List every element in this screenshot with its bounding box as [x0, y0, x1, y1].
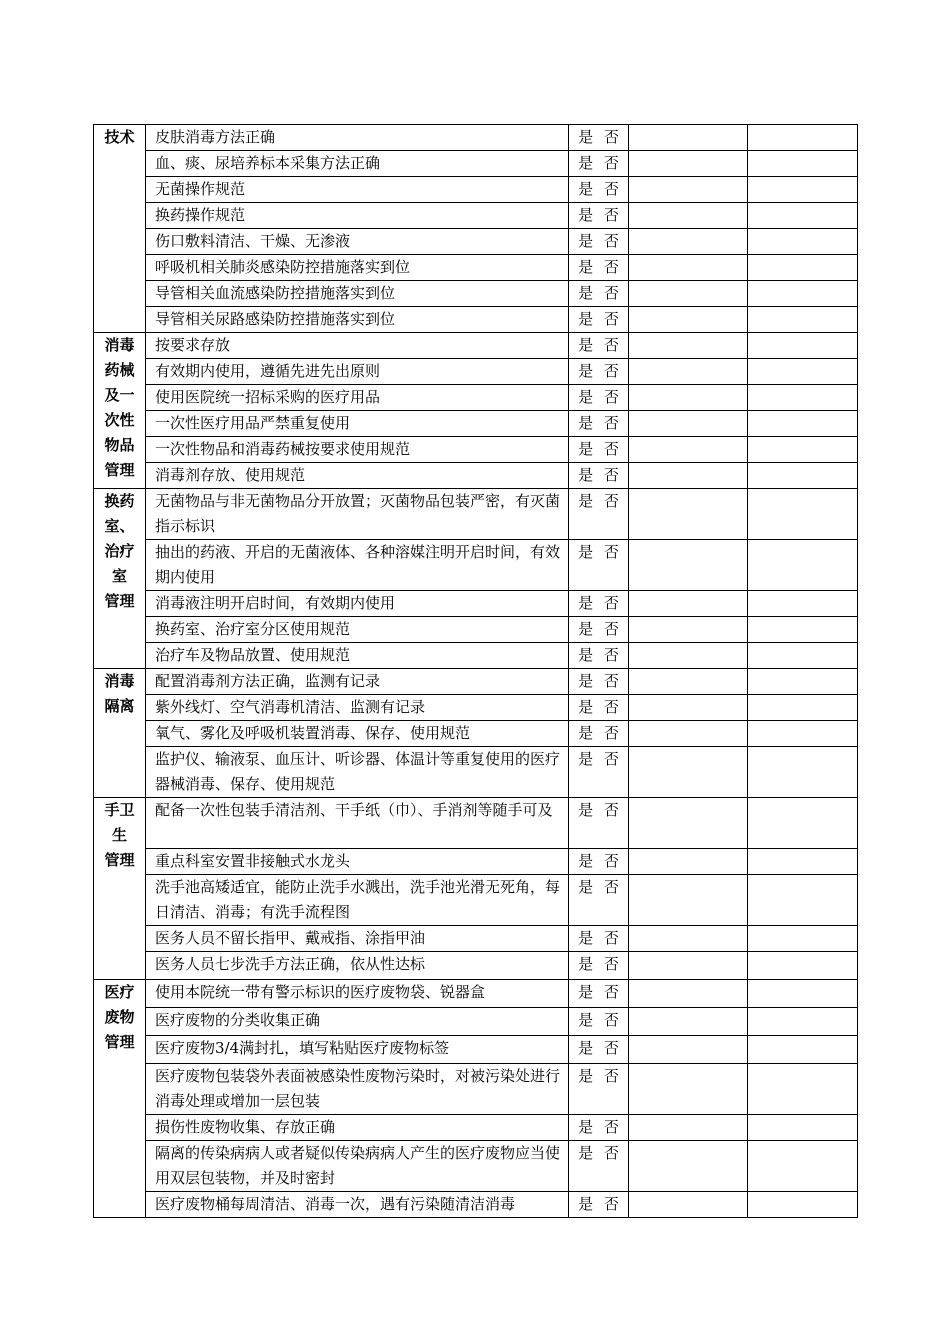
- yes-no-option: 是 否: [569, 980, 629, 1008]
- table-row: [94, 1064, 858, 1115]
- yes-no-option: 是 否: [569, 333, 629, 359]
- check-item-text: 配置消毒剂方法正确，监测有记录: [146, 669, 569, 695]
- blank-cell: [629, 151, 748, 177]
- blank-cell: [629, 591, 748, 617]
- yes-no-option: 是 否: [569, 695, 629, 721]
- blank-cell: [629, 695, 748, 721]
- table-row: [94, 669, 858, 695]
- yes-no-option: 是 否: [569, 1115, 629, 1141]
- yes-no-option: 是 否: [569, 411, 629, 437]
- yes-no-option: 是 否: [569, 359, 629, 385]
- blank-cell: [748, 229, 858, 255]
- check-item-text: 紫外线灯、空气消毒机清洁、监测有记录: [146, 695, 569, 721]
- blank-cell: [629, 669, 748, 695]
- blank-cell: [748, 177, 858, 203]
- table-row: [94, 1141, 858, 1192]
- yes-no-option: 是 否: [569, 125, 629, 151]
- blank-cell: [629, 229, 748, 255]
- check-item-text: 使用本院统一带有警示标识的医疗废物袋、锐器盒: [146, 980, 569, 1008]
- blank-cell: [748, 1115, 858, 1141]
- blank-cell: [629, 177, 748, 203]
- yes-no-option: 是 否: [569, 463, 629, 489]
- blank-cell: [629, 926, 748, 952]
- blank-cell: [629, 1008, 748, 1036]
- blank-cell: [748, 926, 858, 952]
- check-item-text: 医疗废物3/4满封扎，填写粘贴医疗废物标签: [146, 1036, 569, 1064]
- blank-cell: [748, 125, 858, 151]
- section-category-label: 技术: [94, 125, 146, 333]
- table-row: [94, 125, 858, 151]
- blank-cell: [748, 669, 858, 695]
- yes-no-option: 是 否: [569, 177, 629, 203]
- check-item-text: 换药室、治疗室分区使用规范: [146, 617, 569, 643]
- blank-cell: [748, 151, 858, 177]
- blank-cell: [748, 849, 858, 875]
- blank-cell: [748, 617, 858, 643]
- check-item-text: 导管相关血流感染防控措施落实到位: [146, 281, 569, 307]
- table-row: [94, 591, 858, 617]
- check-item-text: 氧气、雾化及呼吸机装置消毒、保存、使用规范: [146, 721, 569, 747]
- blank-cell: [629, 617, 748, 643]
- yes-no-option: 是 否: [569, 1141, 629, 1192]
- blank-cell: [629, 798, 748, 849]
- inspection-checklist-table: [93, 124, 858, 1218]
- blank-cell: [629, 1036, 748, 1064]
- yes-no-option: 是 否: [569, 617, 629, 643]
- yes-no-option: 是 否: [569, 747, 629, 798]
- table-row: [94, 333, 858, 359]
- blank-cell: [748, 747, 858, 798]
- check-item-text: 使用医院统一招标采购的医疗用品: [146, 385, 569, 411]
- blank-cell: [629, 125, 748, 151]
- table-row: [94, 411, 858, 437]
- blank-cell: [629, 203, 748, 229]
- blank-cell: [748, 643, 858, 669]
- table-row: [94, 1008, 858, 1036]
- table-row: [94, 952, 858, 980]
- table-row: [94, 1192, 858, 1218]
- table-row: [94, 307, 858, 333]
- table-row: [94, 721, 858, 747]
- check-item-text: 一次性物品和消毒药械按要求使用规范: [146, 437, 569, 463]
- blank-cell: [629, 1141, 748, 1192]
- yes-no-option: 是 否: [569, 849, 629, 875]
- blank-cell: [629, 721, 748, 747]
- yes-no-option: 是 否: [569, 875, 629, 926]
- blank-cell: [748, 489, 858, 540]
- blank-cell: [748, 333, 858, 359]
- table-row: [94, 437, 858, 463]
- blank-cell: [748, 359, 858, 385]
- check-item-text: 皮肤消毒方法正确: [146, 125, 569, 151]
- table-row: [94, 489, 858, 540]
- blank-cell: [748, 798, 858, 849]
- blank-cell: [748, 203, 858, 229]
- blank-cell: [629, 952, 748, 980]
- table-row: [94, 617, 858, 643]
- yes-no-option: 是 否: [569, 591, 629, 617]
- blank-cell: [748, 1192, 858, 1218]
- section-category-label: 换药 室、 治疗 室 管理: [94, 489, 146, 669]
- yes-no-option: 是 否: [569, 643, 629, 669]
- yes-no-option: 是 否: [569, 721, 629, 747]
- check-item-text: 无菌物品与非无菌物品分开放置；灭菌物品包装严密，有灭菌指示标识: [146, 489, 569, 540]
- blank-cell: [748, 255, 858, 281]
- blank-cell: [748, 1141, 858, 1192]
- blank-cell: [629, 1115, 748, 1141]
- check-item-text: 医疗废物的分类收集正确: [146, 1008, 569, 1036]
- blank-cell: [629, 489, 748, 540]
- table-row: [94, 229, 858, 255]
- check-item-text: 抽出的药液、开启的无菌液体、各种溶媒注明开启时间，有效期内使用: [146, 540, 569, 591]
- check-item-text: 洗手池高矮适宜，能防止洗手水溅出，洗手池光滑无死角，每日清洁、消毒；有洗手流程图: [146, 875, 569, 926]
- yes-no-option: 是 否: [569, 437, 629, 463]
- table-row: [94, 643, 858, 669]
- section-category-label: 医疗 废物 管理: [94, 980, 146, 1218]
- yes-no-option: 是 否: [569, 255, 629, 281]
- blank-cell: [748, 540, 858, 591]
- table-row: [94, 540, 858, 591]
- check-item-text: 损伤性废物收集、存放正确: [146, 1115, 569, 1141]
- blank-cell: [629, 333, 748, 359]
- blank-cell: [629, 1064, 748, 1115]
- table-row: [94, 359, 858, 385]
- yes-no-option: 是 否: [569, 540, 629, 591]
- check-item-text: 有效期内使用，遵循先进先出原则: [146, 359, 569, 385]
- yes-no-option: 是 否: [569, 229, 629, 255]
- section-category-label: 手卫 生 管理: [94, 798, 146, 980]
- check-item-text: 呼吸机相关肺炎感染防控措施落实到位: [146, 255, 569, 281]
- yes-no-option: 是 否: [569, 952, 629, 980]
- table-row: [94, 203, 858, 229]
- check-item-text: 隔离的传染病病人或者疑似传染病病人产生的医疗废物应当使用双层包装物，并及时密封: [146, 1141, 569, 1192]
- table-row: [94, 1115, 858, 1141]
- table-row: [94, 747, 858, 798]
- blank-cell: [629, 307, 748, 333]
- yes-no-option: 是 否: [569, 1192, 629, 1218]
- check-item-text: 导管相关尿路感染防控措施落实到位: [146, 307, 569, 333]
- blank-cell: [748, 695, 858, 721]
- blank-cell: [629, 875, 748, 926]
- check-item-text: 医务人员不留长指甲、戴戒指、涂指甲油: [146, 926, 569, 952]
- table-row: [94, 695, 858, 721]
- table-row: [94, 1036, 858, 1064]
- check-item-text: 配备一次性包装手清洁剂、干手纸（巾）、手消剂等随手可及: [146, 798, 569, 849]
- yes-no-option: 是 否: [569, 1036, 629, 1064]
- blank-cell: [748, 411, 858, 437]
- blank-cell: [748, 952, 858, 980]
- blank-cell: [629, 747, 748, 798]
- yes-no-option: 是 否: [569, 926, 629, 952]
- check-item-text: 伤口敷料清洁、干燥、无渗液: [146, 229, 569, 255]
- blank-cell: [629, 437, 748, 463]
- blank-cell: [629, 1192, 748, 1218]
- check-item-text: 血、痰、尿培养标本采集方法正确: [146, 151, 569, 177]
- blank-cell: [748, 281, 858, 307]
- yes-no-option: 是 否: [569, 151, 629, 177]
- table-row: [94, 151, 858, 177]
- blank-cell: [629, 385, 748, 411]
- yes-no-option: 是 否: [569, 669, 629, 695]
- yes-no-option: 是 否: [569, 489, 629, 540]
- check-item-text: 按要求存放: [146, 333, 569, 359]
- blank-cell: [748, 1008, 858, 1036]
- check-item-text: 监护仪、输液泵、血压计、听诊器、体温计等重复使用的医疗器械消毒、保存、使用规范: [146, 747, 569, 798]
- section-category-label: 消毒 药械 及一 次性 物品 管理: [94, 333, 146, 489]
- yes-no-option: 是 否: [569, 1064, 629, 1115]
- blank-cell: [748, 721, 858, 747]
- blank-cell: [629, 463, 748, 489]
- yes-no-option: 是 否: [569, 307, 629, 333]
- checklist-body: [94, 125, 858, 1218]
- check-item-text: 一次性医疗用品严禁重复使用: [146, 411, 569, 437]
- table-row: [94, 281, 858, 307]
- blank-cell: [748, 463, 858, 489]
- table-row: [94, 926, 858, 952]
- check-item-text: 消毒剂存放、使用规范: [146, 463, 569, 489]
- blank-cell: [629, 980, 748, 1008]
- blank-cell: [748, 1036, 858, 1064]
- table-row: [94, 798, 858, 849]
- blank-cell: [748, 980, 858, 1008]
- table-row: [94, 463, 858, 489]
- check-item-text: 医务人员七步洗手方法正确，依从性达标: [146, 952, 569, 980]
- table-row: [94, 875, 858, 926]
- blank-cell: [629, 849, 748, 875]
- yes-no-option: 是 否: [569, 1008, 629, 1036]
- blank-cell: [629, 281, 748, 307]
- check-item-text: 重点科室安置非接触式水龙头: [146, 849, 569, 875]
- check-item-text: 医疗废物包装袋外表面被感染性废物污染时，对被污染处进行消毒处理或增加一层包装: [146, 1064, 569, 1115]
- check-item-text: 无菌操作规范: [146, 177, 569, 203]
- blank-cell: [629, 540, 748, 591]
- blank-cell: [748, 385, 858, 411]
- check-item-text: 换药操作规范: [146, 203, 569, 229]
- blank-cell: [748, 1064, 858, 1115]
- yes-no-option: 是 否: [569, 281, 629, 307]
- check-item-text: 医疗废物桶每周清洁、消毒一次，遇有污染随清洁消毒: [146, 1192, 569, 1218]
- blank-cell: [748, 591, 858, 617]
- check-item-text: 治疗车及物品放置、使用规范: [146, 643, 569, 669]
- yes-no-option: 是 否: [569, 798, 629, 849]
- blank-cell: [629, 411, 748, 437]
- blank-cell: [629, 255, 748, 281]
- section-category-label: 消毒 隔离: [94, 669, 146, 798]
- table-row: [94, 255, 858, 281]
- blank-cell: [748, 437, 858, 463]
- table-row: [94, 177, 858, 203]
- table-row: [94, 849, 858, 875]
- table-row: [94, 980, 858, 1008]
- blank-cell: [629, 643, 748, 669]
- check-item-text: 消毒液注明开启时间，有效期内使用: [146, 591, 569, 617]
- blank-cell: [748, 307, 858, 333]
- blank-cell: [629, 359, 748, 385]
- table-row: [94, 385, 858, 411]
- blank-cell: [748, 875, 858, 926]
- yes-no-option: 是 否: [569, 385, 629, 411]
- yes-no-option: 是 否: [569, 203, 629, 229]
